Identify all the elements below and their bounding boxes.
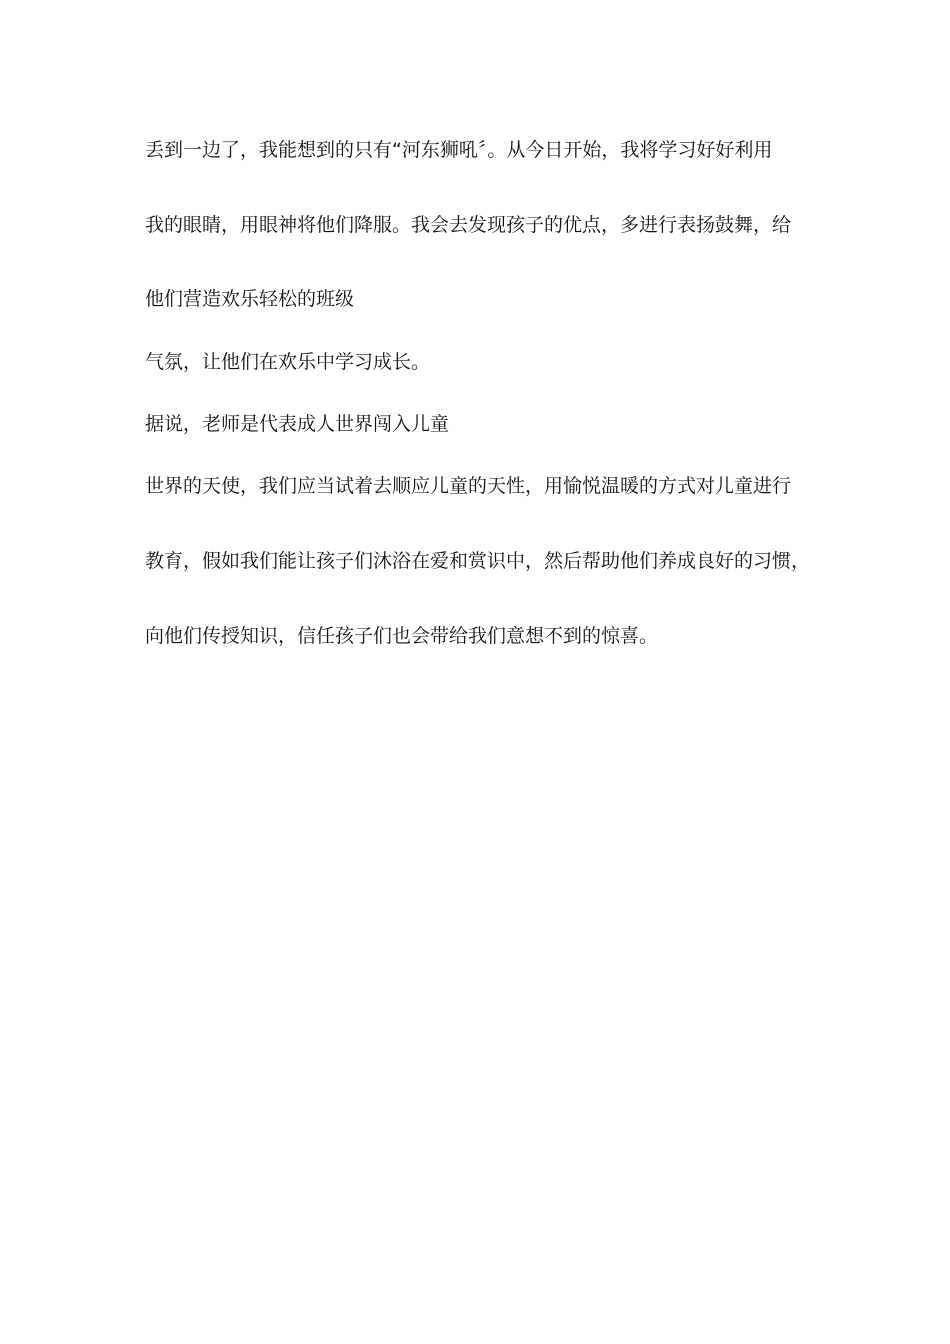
text-line: 我的眼睛，用眼神将他们降服。我会去发现孩子的优点，多进行表扬鼓舞，给: [145, 214, 792, 236]
text-line: 向他们传授知识，信任孩子们也会带给我们意想不到的惊喜。: [145, 625, 659, 647]
text-line: 丢到一边了，我能想到的只有“河东狮吼〞。从今日开始，我将学习好好利用: [145, 139, 773, 161]
text-line: 教育，假如我们能让孩子们沐浴在爱和赏识中，然后帮助他们养成良好的习惯，: [145, 550, 811, 572]
text-line: 他们营造欢乐轻松的班级: [145, 288, 355, 310]
text-line: 世界的天使，我们应当试着去顺应儿童的天性，用愉悦温暖的方式对儿童进行: [145, 475, 792, 497]
text-line: 据说，老师是代表成人世界闯入儿童: [145, 413, 450, 435]
text-line: 气氛，让他们在欢乐中学习成长。: [145, 351, 431, 373]
